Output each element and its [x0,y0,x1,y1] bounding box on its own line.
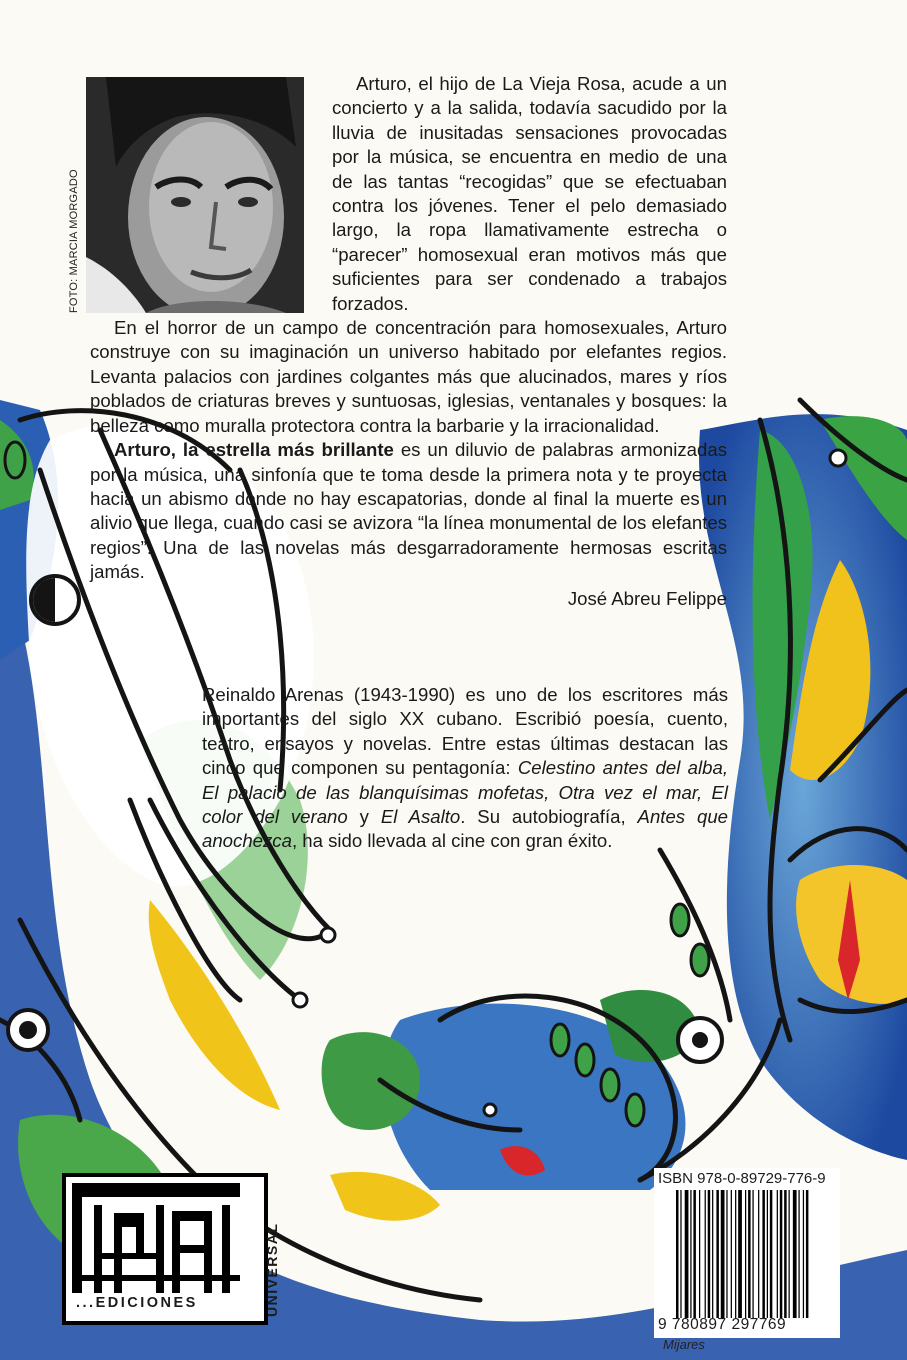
publisher-name: ...EDICIONES [76,1295,198,1311]
bio-text-3: . Su autobiografía, [460,806,638,828]
bio-text-4: , ha sido llevada al cine con gran éxito. [291,830,613,852]
bio-titles: Celestino antes del alba, El palacio de las blanquísimas mofetas, Otra vez el mar, El color del verano [202,757,728,828]
blurb-paragraph-3 [90,438,727,584]
bio-paragraph [202,683,728,854]
bio-title-asalto: El Asalto [380,806,461,828]
isbn-label: ISBN 978-0-89729-776-9 [658,1170,826,1187]
blurb-author: José Abreu Felippe [567,587,727,609]
photo-spacer [90,72,332,316]
back-cover-blurb [90,72,727,611]
publisher-logo [62,1173,280,1325]
bio-text-2: y [347,806,381,828]
book-title-bold: Arturo, la estrella más brillante [114,439,394,461]
publisher-universal: UNIVERSAL [264,1222,280,1317]
author-bio [202,683,728,854]
isbn-digits: 9 780897 297769 [658,1316,787,1333]
artist-signature: Mijares [663,1337,705,1352]
blurb-paragraph-2: En el horror de un campo de concentración para homosexuales, Arturo construye con su imaginación un universo habitado por elefantes regios. Levanta palacios con jardines colgantes más que alucinados, mares y ríos poblados de criaturas breves y suntuosas, iglesias, ventanales y bosques: la belleza como muralla protectora contra la barbarie y la irracionalidad. [90,317,727,436]
photo-credit: FOTO: MARCIA MORGADO [68,169,80,313]
isbn-block [654,1168,840,1338]
blurb-paragraph-3-text: es un diluvio de palabras armonizadas por la música, una sinfonía que te toma desde la primera nota y te proyecta hacia un abismo donde no hay escapatorias, donde al final la muerte es un alivio que llega, cuando casi se avizora “la línea monumental de los elefantes regios”. Una de las novelas más desgarradoramente hermosas escritas jamás. [90,439,727,583]
blurb-paragraph-1: Arturo, el hijo de La Vieja Rosa, acude a un concierto y a la salida, todavía sacudido por la lluvia de inusitadas sensaciones provocadas por la música, se encuentra en medio de una de las tantas “recogidas” que se efectuaban contra los jóvenes. Tener el pelo demasiado largo, la ropa llamativamente estrecha o “parecer” homosexual eran motivos más que suficientes para ser condenado a trabajos forzados. [332,73,727,314]
bio-title-autobiography: Antes que anochezca [202,806,729,852]
barcode [676,1190,836,1318]
bio-text-1: Reinaldo Arenas (1943-1990) es uno de los escritores más importantes del siglo XX cubano. Escribió poesía, cuento, teatro, ensayos y novelas. Entre estas últimas destacan las cinco que componen su pentagonía: [202,684,728,779]
publisher-emblem-icon [72,1183,240,1293]
